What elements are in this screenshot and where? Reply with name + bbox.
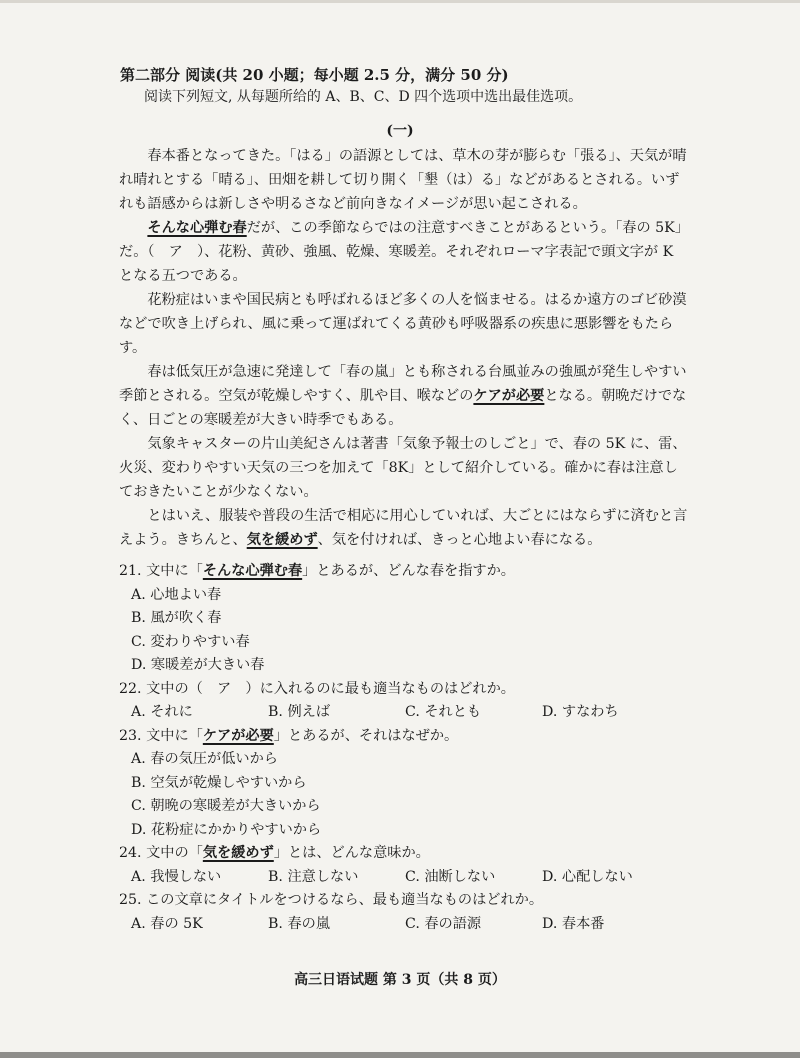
reading-passage — [119, 144, 689, 552]
question-25-option-b: B. 春の嵐 — [268, 915, 331, 932]
paragraph-6-text-b: 、気を付ければ、きっと心地よい春になる。 — [317, 532, 602, 548]
question-23-option-c: C. 朝晩の寒暖差が大きいから — [131, 798, 321, 814]
question-23-option-d: D. 花粉症にかかりやすいから — [131, 821, 322, 838]
question-24-stem — [119, 842, 689, 866]
question-22-stem: 22. 文中の（ ア ）に入れるのに最も適当なものはどれか。 — [119, 680, 515, 697]
section-header — [120, 64, 680, 108]
question-23-stem — [119, 725, 689, 749]
paragraph-4-text-b: となる。朝晩だけでなく、日ごとの寒暖差が大きい時季でもある。 — [119, 388, 687, 428]
question-22-option-a: A. それに — [131, 704, 193, 720]
question-24 — [119, 842, 689, 889]
question-23-stem-b: 」とあるが、それはなぜか。 — [273, 727, 459, 744]
question-23 — [119, 725, 689, 843]
question-21-option-a: A. 心地よい春 — [131, 586, 222, 603]
question-24-options — [119, 866, 689, 890]
passage-paragraph-6 — [119, 504, 689, 552]
question-22-option-b: B. 例えば — [268, 704, 331, 720]
page-footer: 高三日语试题 第 3 页（共 8 页） — [294, 972, 506, 988]
question-21-stem-b: 」とあるが、どんな春を指すか。 — [302, 563, 515, 579]
question-24-option-c: C. 油断しない — [405, 868, 496, 885]
passage-number: (一) — [386, 123, 414, 139]
question-24-option-d: D. 心配しない — [542, 868, 633, 885]
question-22-option-d: D. すなわち — [542, 704, 619, 720]
question-25 — [119, 889, 689, 936]
passage-paragraph-4 — [119, 360, 689, 432]
underlined-phrase-3: 気を緩めず — [246, 532, 318, 548]
question-21-option-c: C. 変わりやすい春 — [131, 633, 250, 650]
question-24-option-b: B. 注意しない — [268, 868, 359, 885]
question-23-option-a: A. 春の気圧が低いから — [131, 751, 278, 767]
question-24-stem-b: 」とは、どんな意味か。 — [273, 845, 430, 861]
question-23-stem-a: 23. 文中に「 — [119, 727, 203, 744]
passage-paragraph-2 — [119, 216, 689, 288]
scan-edge-top — [0, 0, 800, 3]
question-25-stem: 25. この文章にタイトルをつけるなら、最も適当なものはどれか。 — [119, 892, 544, 908]
question-25-options — [119, 913, 689, 937]
scan-edge-bottom — [0, 1052, 800, 1058]
question-list — [119, 560, 689, 936]
passage-paragraph-5: 気象キャスターの片山美紀さんは著書「気象予報士のしごと」で、春の 5K に、雷、火災、変わりやすい天気の三つを加えて「8K」として紹介している。確かに春は注意しておきたいことが少なくない。 — [119, 436, 687, 500]
underlined-phrase-2: ケアが必要 — [473, 388, 545, 404]
section-title: 第二部分 阅读(共 20 小题；每小题 2.5 分，满分 50 分) — [120, 66, 509, 84]
underlined-phrase-1: そんな心弾む春 — [147, 220, 247, 236]
question-24-underlined: 気を緩めず — [202, 845, 274, 861]
question-21 — [119, 560, 689, 678]
question-23-option-b: B. 空気が乾燥しやすいから — [131, 774, 307, 791]
paragraph-6-text-a: とはいえ、服装や普段の生活で相応に用心していれば、大ごとにはならずに済むと言えよう。きちんと、 — [119, 508, 688, 548]
question-22-options — [119, 701, 689, 725]
question-21-stem-a: 21. 文中に「 — [119, 563, 203, 579]
paragraph-2-text: だが、この季節ならではの注意すべきことがあるという。「春の 5K」だ。（ ア ）、花粉、黄砂、強風、乾燥、寒暖差。それぞれローマ字表記で頭文字が K となる五つである。 — [119, 220, 689, 284]
question-22-option-c: C. それとも — [405, 704, 482, 720]
question-21-underlined: そんな心弾む春 — [202, 563, 303, 579]
question-24-stem-a: 24. 文中の「 — [119, 845, 203, 861]
passage-paragraph-1: 春本番となってきた。「はる」の語源としては、草木の芽が膨らむ「張る」、天気が晴れ晴れとする「晴る」、田畑を耕して切り開く「墾（は）る」などがあるとされる。いずれも語感からは新しさや明るさなど前向きなイメージが思い起こされる。 — [119, 148, 687, 212]
passage-paragraph-3: 花粉症はいまや国民病とも呼ばれるほど多くの人を悩ませる。はるか遠方のゴビ砂漠などで吹き上げられ、風に乗って運ばれてくる黄砂も呼吸器系の疾患に悪影響をもたらす。 — [119, 292, 687, 356]
question-21-option-b: B. 風が吹く春 — [131, 610, 222, 626]
reading-instruction: 阅读下列短文, 从每题所给的 A、B、C、D 四个选项中选出最佳选项。 — [144, 89, 583, 105]
question-25-option-a: A. 春の 5K — [131, 915, 203, 932]
paragraph-4-text-a: 春は低気圧が急速に発達して「春の嵐」とも称される台風並みの強風が発生しやすい季節とされる。空気が乾燥しやすく、肌や目、喉などの — [119, 364, 687, 404]
question-25-option-d: D. 春本番 — [542, 915, 605, 932]
question-21-option-d: D. 寒暖差が大きい春 — [131, 657, 265, 673]
question-21-stem — [119, 560, 689, 584]
question-23-underlined: ケアが必要 — [202, 727, 274, 744]
question-25-option-c: C. 春の語源 — [405, 915, 482, 932]
question-24-option-a: A. 我慢しない — [131, 868, 222, 885]
question-22 — [119, 678, 689, 725]
